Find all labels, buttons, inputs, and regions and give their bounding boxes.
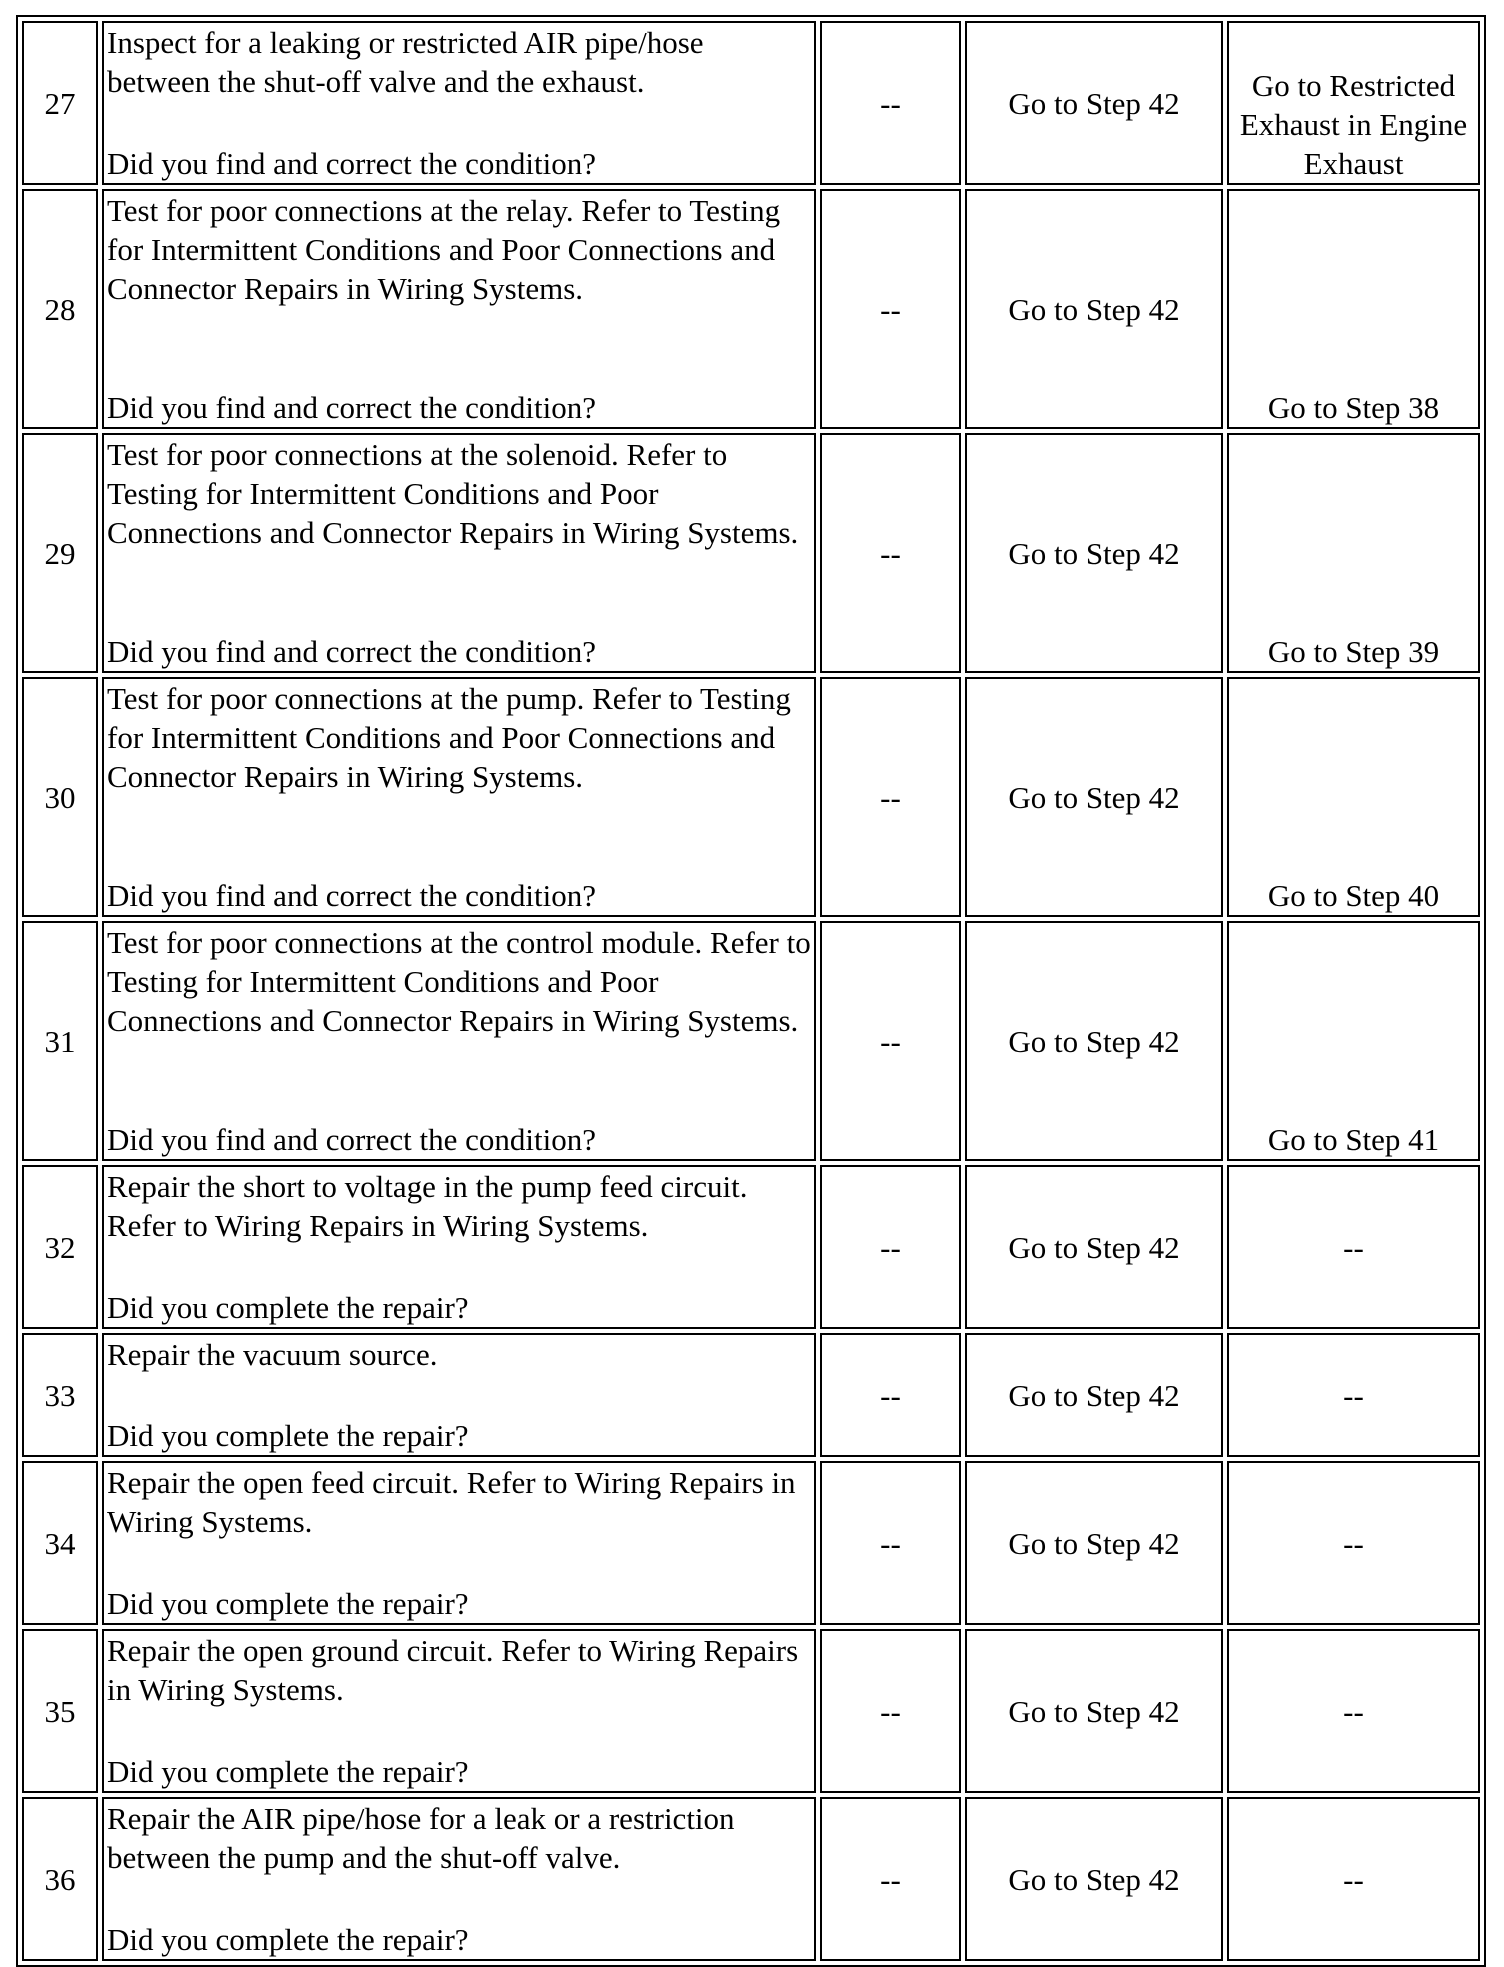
action-text: Repair the open ground circuit. Refer to Wiring Repairs in Wiring Systems.: [107, 1633, 799, 1707]
yes-cell: Go to Step 42: [965, 1629, 1223, 1793]
yes-cell: Go to Step 42: [965, 1165, 1223, 1329]
value-cell: --: [820, 677, 961, 917]
no-cell: Go to Step 41: [1227, 921, 1480, 1161]
yes-cell: Go to Step 42: [965, 677, 1223, 917]
no-cell: --: [1227, 1461, 1480, 1625]
step-number: 31: [22, 921, 98, 1161]
action-cell: [102, 1797, 816, 1961]
action-question: Did you find and correct the condition?: [107, 634, 596, 669]
action-question: Did you find and correct the condition?: [107, 1122, 596, 1157]
action-question: Did you complete the repair?: [107, 1922, 469, 1957]
yes-cell: Go to Step 42: [965, 433, 1223, 673]
action-question: Did you complete the repair?: [107, 1418, 469, 1453]
value-cell: --: [820, 921, 961, 1161]
step-number: 27: [22, 21, 98, 185]
yes-cell: Go to Step 42: [965, 1461, 1223, 1625]
action-text: Repair the vacuum source.: [107, 1337, 438, 1372]
action-text: Repair the short to voltage in the pump feed circuit. Refer to Wiring Repairs in Wiring Systems.: [107, 1169, 748, 1243]
action-cell: [102, 1461, 816, 1625]
step-number: 32: [22, 1165, 98, 1329]
step-number: 36: [22, 1797, 98, 1961]
step-number: 34: [22, 1461, 98, 1625]
step-number: 28: [22, 189, 98, 429]
yes-cell: Go to Step 42: [965, 1333, 1223, 1457]
action-cell: [102, 1629, 816, 1793]
step-number: 35: [22, 1629, 98, 1793]
document-page: [16, 15, 1486, 1967]
action-question: Did you complete the repair?: [107, 1586, 469, 1621]
no-cell: Go to Step 38: [1227, 189, 1480, 429]
value-cell: --: [820, 433, 961, 673]
action-question: Did you find and correct the condition?: [107, 146, 596, 181]
action-cell: [102, 921, 816, 1161]
value-cell: --: [820, 1165, 961, 1329]
table-row: [22, 1629, 1480, 1793]
action-cell: [102, 433, 816, 673]
table-row: [22, 1165, 1480, 1329]
action-text: Test for poor connections at the relay. Refer to Testing for Intermittent Conditions and Poor Connections and Connector Repairs in Wiring Systems.: [107, 193, 781, 306]
table-row: [22, 21, 1480, 185]
table-row: [22, 1461, 1480, 1625]
action-question: Did you complete the repair?: [107, 1754, 469, 1789]
action-text: Test for poor connections at the solenoid. Refer to Testing for Intermittent Conditions and Poor Connections and Connector Repairs in Wiring Systems.: [107, 437, 799, 550]
action-cell: [102, 21, 816, 185]
yes-cell: Go to Step 42: [965, 189, 1223, 429]
no-cell: --: [1227, 1165, 1480, 1329]
step-number: 33: [22, 1333, 98, 1457]
action-question: Did you find and correct the condition?: [107, 878, 596, 913]
action-text: Test for poor connections at the control module. Refer to Testing for Intermittent Conditions and Poor Connections and Connector Repairs in Wiring Systems.: [107, 925, 811, 1038]
no-cell: Go to Restricted Exhaust in Engine Exhaust: [1227, 21, 1480, 185]
action-cell: [102, 189, 816, 429]
value-cell: --: [820, 1629, 961, 1793]
no-cell: --: [1227, 1333, 1480, 1457]
no-cell: --: [1227, 1629, 1480, 1793]
no-cell: --: [1227, 1797, 1480, 1961]
action-cell: [102, 677, 816, 917]
table-row: [22, 1797, 1480, 1961]
yes-cell: Go to Step 42: [965, 21, 1223, 185]
table-row: [22, 677, 1480, 917]
action-cell: [102, 1165, 816, 1329]
action-question: Did you complete the repair?: [107, 1290, 469, 1325]
action-text: Inspect for a leaking or restricted AIR pipe/hose between the shut-off valve and the exhaust.: [107, 25, 704, 99]
value-cell: --: [820, 1797, 961, 1961]
yes-cell: Go to Step 42: [965, 1797, 1223, 1961]
table-row: [22, 921, 1480, 1161]
value-cell: --: [820, 1461, 961, 1625]
no-cell: Go to Step 40: [1227, 677, 1480, 917]
diagnostic-table: [16, 15, 1486, 1967]
value-cell: --: [820, 1333, 961, 1457]
action-cell: [102, 1333, 816, 1457]
action-text: Repair the open feed circuit. Refer to Wiring Repairs in Wiring Systems.: [107, 1465, 796, 1539]
table-row: [22, 433, 1480, 673]
action-question: Did you find and correct the condition?: [107, 390, 596, 425]
yes-cell: Go to Step 42: [965, 921, 1223, 1161]
action-text: Test for poor connections at the pump. Refer to Testing for Intermittent Conditions and Poor Connections and Connector Repairs in Wiring Systems.: [107, 681, 791, 794]
step-number: 29: [22, 433, 98, 673]
table-row: [22, 1333, 1480, 1457]
action-text: Repair the AIR pipe/hose for a leak or a restriction between the pump and the shut-off valve.: [107, 1801, 735, 1875]
value-cell: --: [820, 189, 961, 429]
no-cell: Go to Step 39: [1227, 433, 1480, 673]
value-cell: --: [820, 21, 961, 185]
table-row: [22, 189, 1480, 429]
step-number: 30: [22, 677, 98, 917]
